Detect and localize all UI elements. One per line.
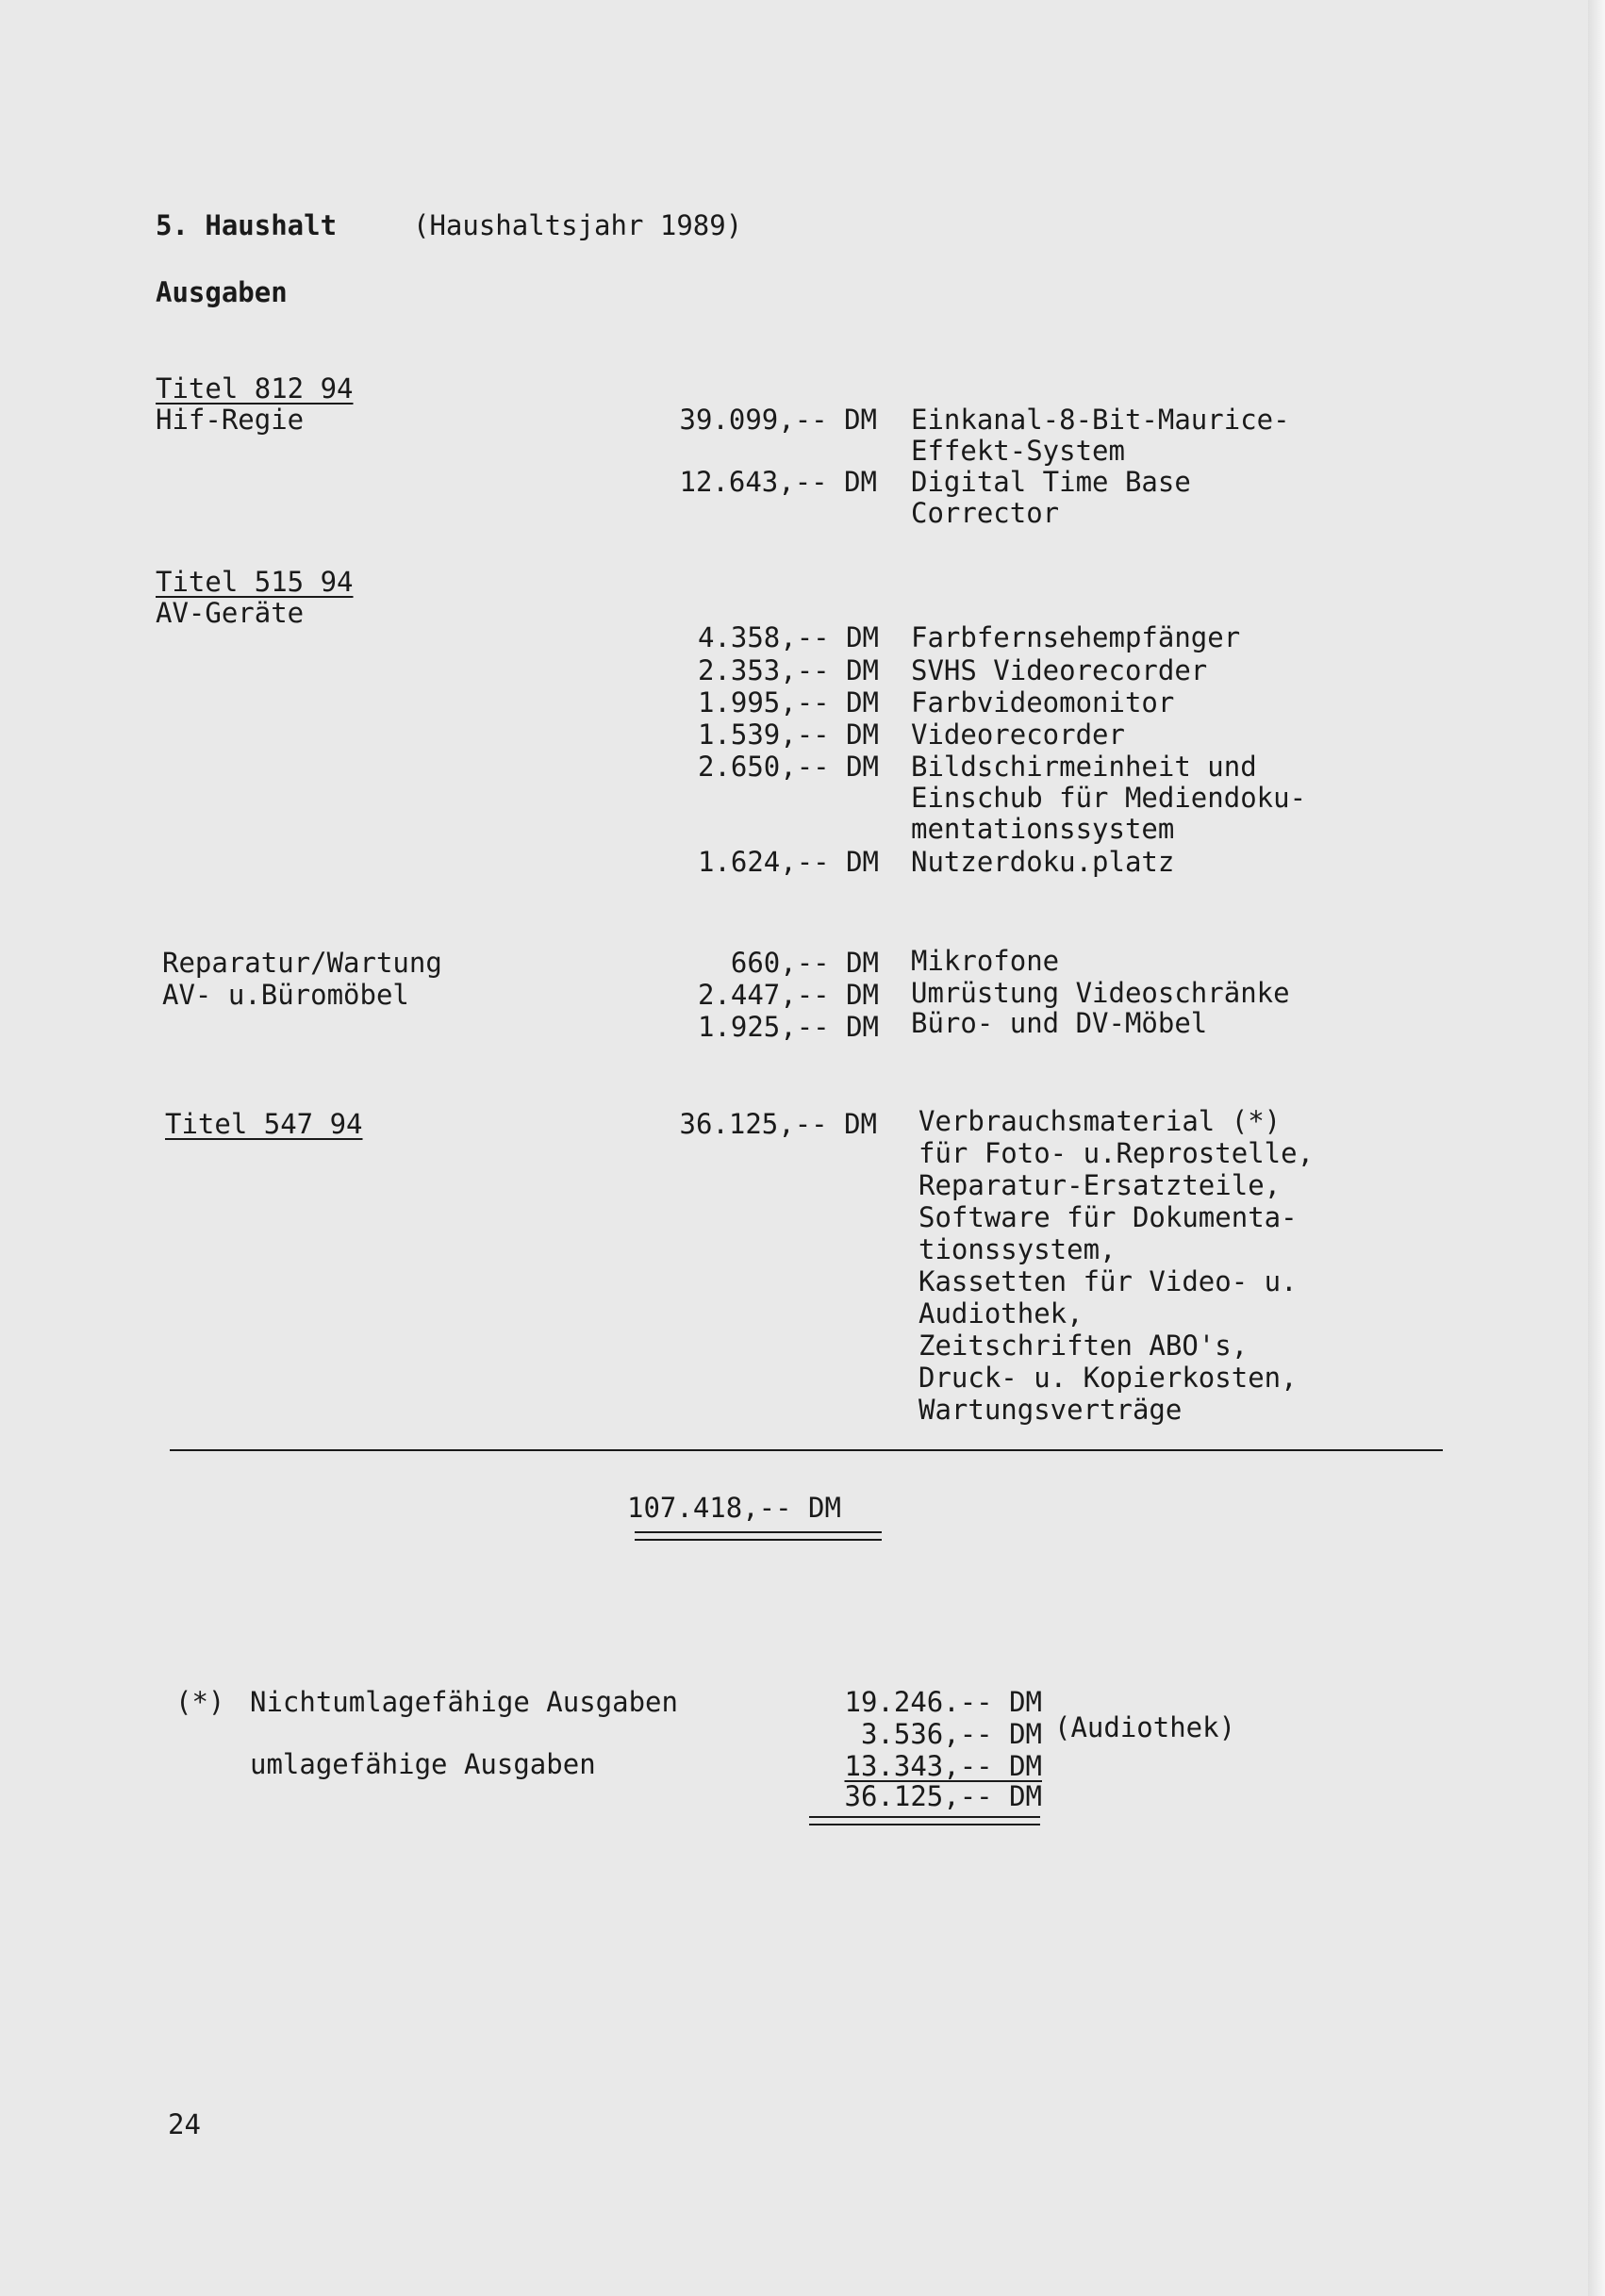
titel-515-desc-2: SVHS Videorecorder [911,654,1208,686]
footnote-note-2: (Audiothek) [1054,1711,1236,1743]
footnote-amount-2: 3.536,-- DM [860,1718,1042,1750]
reparatur-amount-3: 1.925,-- DM [697,1011,879,1043]
titel-515-desc-4: Videorecorder [911,719,1125,751]
titel-515-amount-2: 2.353,-- DM [697,654,879,686]
titel-812-amount-2: 12.643,-- DM [679,466,877,498]
titel-547-desc-6: Kassetten für Video- u. [918,1265,1298,1297]
page-number: 24 [168,2108,201,2140]
titel-515-amount-4: 1.539,-- DM [697,719,879,751]
section-subtitle: (Haushaltsjahr 1989) [413,209,743,241]
page-edge-shadow [1588,0,1605,2296]
titel-515-label: AV-Geräte [156,597,305,629]
footnote-amount-3: 13.343,-- DM [844,1750,1042,1782]
titel-812-desc-1b: Effekt-System [911,435,1125,467]
titel-515-amount-6: 1.624,-- DM [697,846,879,878]
titel-515-desc-5a: Bildschirmeinheit und [911,751,1257,783]
titel-515-amount-1: 4.358,-- DM [697,621,879,653]
reparatur-label-2: AV- u.Büromöbel [162,979,409,1011]
reparatur-desc-1: Mikrofone [911,945,1060,977]
titel-812-desc-1a: Einkanal-8-Bit-Maurice- [911,404,1290,436]
total-rule [170,1449,1443,1451]
footnote-marker: (*) [175,1686,225,1718]
section-title: 5. Haushalt [156,209,338,241]
titel-515-desc-3: Farbvideomonitor [911,686,1175,719]
reparatur-amount-1: 660,-- DM [730,947,879,979]
titel-515-amount-3: 1.995,-- DM [697,686,879,719]
titel-547-amount: 36.125,-- DM [679,1108,877,1140]
titel-812-desc-2a: Digital Time Base [911,466,1191,498]
footnote-double-underline [809,1816,1040,1825]
total-amount: 107.418,-- DM [627,1492,841,1524]
titel-515-desc-5c: mentationssystem [911,813,1175,845]
titel-547-desc-3: Reparatur-Ersatzteile, [918,1169,1282,1201]
titel-547-desc-10: Wartungsverträge [918,1394,1183,1426]
titel-547-desc-1: Verbrauchsmaterial (*) [918,1105,1282,1137]
titel-547-desc-5: tionssystem, [918,1233,1117,1265]
footnote-sum: 36.125,-- DM [844,1780,1042,1812]
titel-547-heading: Titel 547 94 [165,1108,363,1140]
titel-515-desc-1: Farbfernsehempfänger [911,621,1241,653]
total-double-underline [635,1531,882,1541]
reparatur-desc-3: Büro- und DV-Möbel [911,1007,1208,1039]
titel-812-amount-1: 39.099,-- DM [679,404,877,436]
reparatur-amount-2: 2.447,-- DM [697,979,879,1011]
titel-547-desc-8: Zeitschriften ABO's, [918,1330,1249,1362]
titel-812-label: Hif-Regie [156,404,305,436]
titel-515-desc-6: Nutzerdoku.platz [911,846,1175,878]
reparatur-label-1: Reparatur/Wartung [162,947,442,979]
titel-547-desc-9: Druck- u. Kopierkosten, [918,1362,1298,1394]
titel-547-desc-7: Audiothek, [918,1297,1084,1330]
titel-515-desc-5b: Einschub für Mediendoku- [911,782,1307,814]
titel-812-heading: Titel 812 94 [156,372,354,405]
reparatur-desc-2: Umrüstung Videoschränke [911,977,1290,1009]
titel-515-heading: Titel 515 94 [156,566,354,598]
ausgaben-heading: Ausgaben [156,276,288,308]
footnote-label-1: Nichtumlagefähige Ausgaben [250,1686,678,1718]
footnote-label-3: umlagefähige Ausgaben [250,1748,596,1780]
titel-515-amount-5: 2.650,-- DM [697,751,879,783]
titel-812-desc-2b: Corrector [911,497,1060,529]
titel-547-desc-2: für Foto- u.Reprostelle, [918,1137,1315,1169]
titel-547-desc-4: Software für Dokumenta- [918,1201,1298,1233]
footnote-amount-1: 19.246.-- DM [844,1686,1042,1718]
